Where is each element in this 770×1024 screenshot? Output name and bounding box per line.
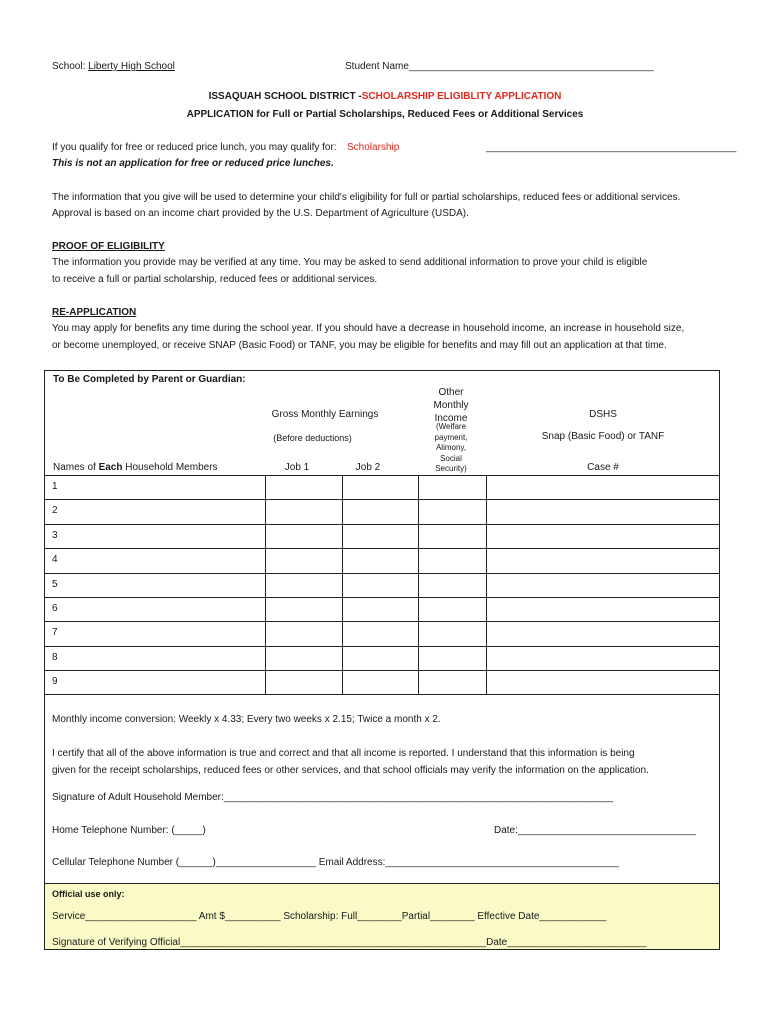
not-application-note: This is not an application for free or reduced price lunches. [52,158,334,169]
names-suffix: Household Members [122,462,218,473]
table-bottom-line [44,694,720,695]
other-s4: Social [440,453,462,463]
dshs-header: DSHS [589,409,617,420]
table-row[interactable] [60,622,710,644]
page-subtitle: APPLICATION for Full or Partial Scholarships, Reduced Fees or Additional Services [186,109,584,120]
other-s5: Security) [435,464,467,473]
reapplication-line-1: You may apply for benefits any time during the school year. If you should have a decrease in household income, an increase in household size, [52,323,685,334]
job1-header: Job 1 [284,462,310,473]
table-row[interactable] [60,598,710,620]
signature-field[interactable]: Signature of Adult Household Member:______________________________________________________________________ [52,792,614,803]
page-title [0,91,770,102]
table-row[interactable] [60,476,710,498]
col-divider-other [418,475,419,694]
official-use-label: Official use only: [52,889,125,899]
row-number: 1 [52,481,58,492]
table-row[interactable] [60,525,710,547]
other-l1: Other [438,387,464,398]
proof-heading: PROOF OF ELIGIBILITY [52,241,165,252]
row-number: 3 [52,530,58,541]
table-row[interactable] [60,647,710,669]
table-row[interactable] [60,671,710,693]
income-conversion-note: Monthly income conversion: Weekly x 4.33; Every two weeks x 2.15; Twice a month x 2. [52,714,441,725]
other-income-subheader [418,422,484,475]
table-row[interactable] [60,549,710,571]
row-number: 7 [52,627,58,638]
names-bold: Each [98,462,123,473]
home-phone-field[interactable]: Home Telephone Number: (_____) [52,825,206,836]
row-number: 9 [52,676,58,687]
before-deductions-label: (Before deductions) [273,433,352,443]
other-income-header [418,386,484,425]
student-name-line [345,61,654,72]
verifying-official-line[interactable]: Signature of Verifying Official_______________________________________________________Date_________________________ [52,937,647,948]
info-line-1: The information that you give will be used to determine your child's eligibility for full or partial scholarships, reduced fees or additional services. [52,192,681,203]
certify-line-2: given for the receipt scholarships, reduced fees or other services, and that school officials may verify the information on the application. [52,765,649,776]
other-s2: payment, [434,432,468,442]
service-line[interactable]: Service____________________ Amt $__________ Scholarship: Full________Partial________ Effective Date____________ [52,911,607,922]
application-name: SCHOLARSHIP ELIGIBLITY APPLICATION [361,91,562,102]
row-number: 8 [52,652,58,663]
reapplication-heading: RE-APPLICATION [52,307,137,318]
names-column-header [53,462,218,473]
table-row[interactable] [60,500,710,522]
school-label: School: [52,61,89,72]
date-field[interactable]: Date:________________________________ [494,825,696,836]
other-l2: Monthly [433,400,469,411]
student-name-label: Student Name [345,61,409,72]
school-name[interactable]: Liberty High School [88,61,175,72]
table-row[interactable] [60,574,710,596]
qualify-text: If you qualify for free or reduced price lunch, you may qualify for: [52,142,337,153]
student-name-field[interactable]: ____________________________________________ [408,61,654,72]
job2-header: Job 2 [355,462,381,473]
other-s1: (Welfare [435,422,467,431]
reapplication-line-2: or become unemployed, or receive SNAP (Basic Food) or TANF, you may be eligible for benefits and may fill out an application at that time. [52,340,667,351]
gross-earnings-label: Gross Monthly Earnings [271,409,379,420]
qualify-value[interactable]: Scholarship [347,142,400,153]
snap-header: Snap (Basic Food) or TANF [541,431,665,442]
proof-line-2: to receive a full or partial scholarship, reduced fees or additional services. [52,274,378,285]
row-number: 5 [52,579,58,590]
other-l3: Income [434,413,468,424]
other-s3: Alimony, [435,443,467,452]
cell-phone-email-field[interactable]: Cellular Telephone Number (______)__________________ Email Address:__________________________________________ [52,857,619,868]
col-divider-case [486,475,487,694]
district-name: ISSAQUAH SCHOOL DISTRICT - [208,91,362,102]
col-divider-job1 [265,475,266,694]
certify-line-1: I certify that all of the above information is true and correct and that all income is reported. I understand that this information is being [52,748,635,759]
case-header: Case # [587,462,619,473]
col-divider-job2 [342,475,343,694]
school-line [52,61,175,72]
names-prefix: Names of [53,462,99,473]
info-line-2: Approval is based on an income chart provided by the U.S. Department of Agriculture (USDA). [52,208,469,219]
completed-by-label: To Be Completed by Parent or Guardian: [53,374,246,385]
row-number: 6 [52,603,58,614]
row-number: 2 [52,505,58,516]
qualify-blank[interactable]: _____________________________________________ [486,142,737,153]
proof-line-1: The information you provide may be verified at any time. You may be asked to send additional information to prove your child is eligible [52,257,648,268]
row-number: 4 [52,554,58,565]
